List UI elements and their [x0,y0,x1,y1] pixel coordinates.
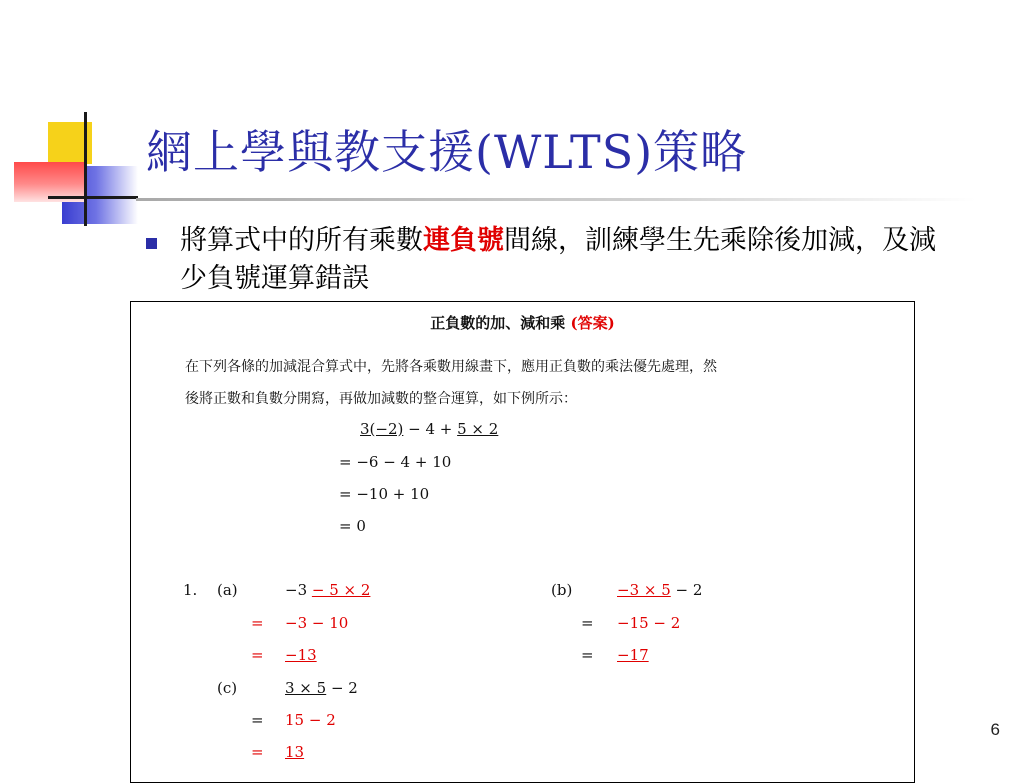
deco-horizontal-line [48,196,138,199]
worksheet-intro-line-1: 在下列各條的加減混合算式中，先將各乘數用線畫下，應用正負數的乘法優先處理，然 [185,359,717,375]
worksheet-title-answer: (答案) [570,314,615,332]
worksheet-title-main: 正負數的加、減和乘 [430,314,566,332]
part-a-expression [285,581,370,599]
bullet-text-after: 間線，訓練學生先乘除後加減，及減少負號運算錯誤 [180,225,936,294]
part-a-plain-term: −3 [285,581,312,599]
part-b-equals-1: = [581,614,594,632]
slide-title: 網上學與教支援(WLTS)策略 [146,125,748,179]
example-middle-term: − 4 + [403,420,458,438]
worksheet-title [131,312,914,333]
example-expression [360,420,498,438]
bullet-text-emphasis: 連負號 [423,225,504,256]
example-step-1: = −6 − 4 + 10 [339,453,452,471]
part-a-equals-1: = [251,614,264,632]
part-c-expression [285,679,358,697]
worksheet-image [130,301,915,783]
part-c-answer: 13 [285,743,305,761]
bullet-text [180,222,950,298]
part-b-expression [617,581,702,599]
bullet-square-icon [146,238,157,249]
part-b-step-1: −15 − 2 [617,614,681,632]
part-b-plain-term: − 2 [670,581,703,599]
example-step-2: = −10 + 10 [339,485,430,503]
part-b-answer: −17 [617,646,649,664]
part-a-answer: −13 [285,646,317,664]
part-c-label: (c) [217,679,238,697]
part-b-label: (b) [551,581,573,599]
example-underlined-term-1: 3(−2) [360,420,404,438]
part-c-step-1: 15 − 2 [285,711,336,729]
part-b-underlined-term: −3 × 5 [617,581,671,599]
part-a-step-1: −3 − 10 [285,614,349,632]
part-a-label: (a) [217,581,238,599]
part-c-plain-term: − 2 [326,679,358,697]
bullet-text-before: 將算式中的所有乘數 [180,225,423,256]
page-number: 6 [990,720,1000,739]
part-c-equals-2: = [251,743,264,761]
part-a-underlined-term: − 5 × 2 [311,581,371,599]
worksheet-intro-line-2: 後將正數和負數分開寫，再做加減數的整合運算，如下例所示： [185,391,577,407]
title-divider [136,198,976,201]
question-number: 1. [183,581,198,599]
part-c-equals-1: = [251,711,264,729]
part-a-equals-2: = [251,646,264,664]
example-underlined-term-2: 5 × 2 [457,420,499,438]
deco-vertical-line [84,112,87,226]
example-step-3: = 0 [339,517,366,535]
part-b-equals-2: = [581,646,594,664]
part-c-underlined-term: 3 × 5 [285,679,327,697]
